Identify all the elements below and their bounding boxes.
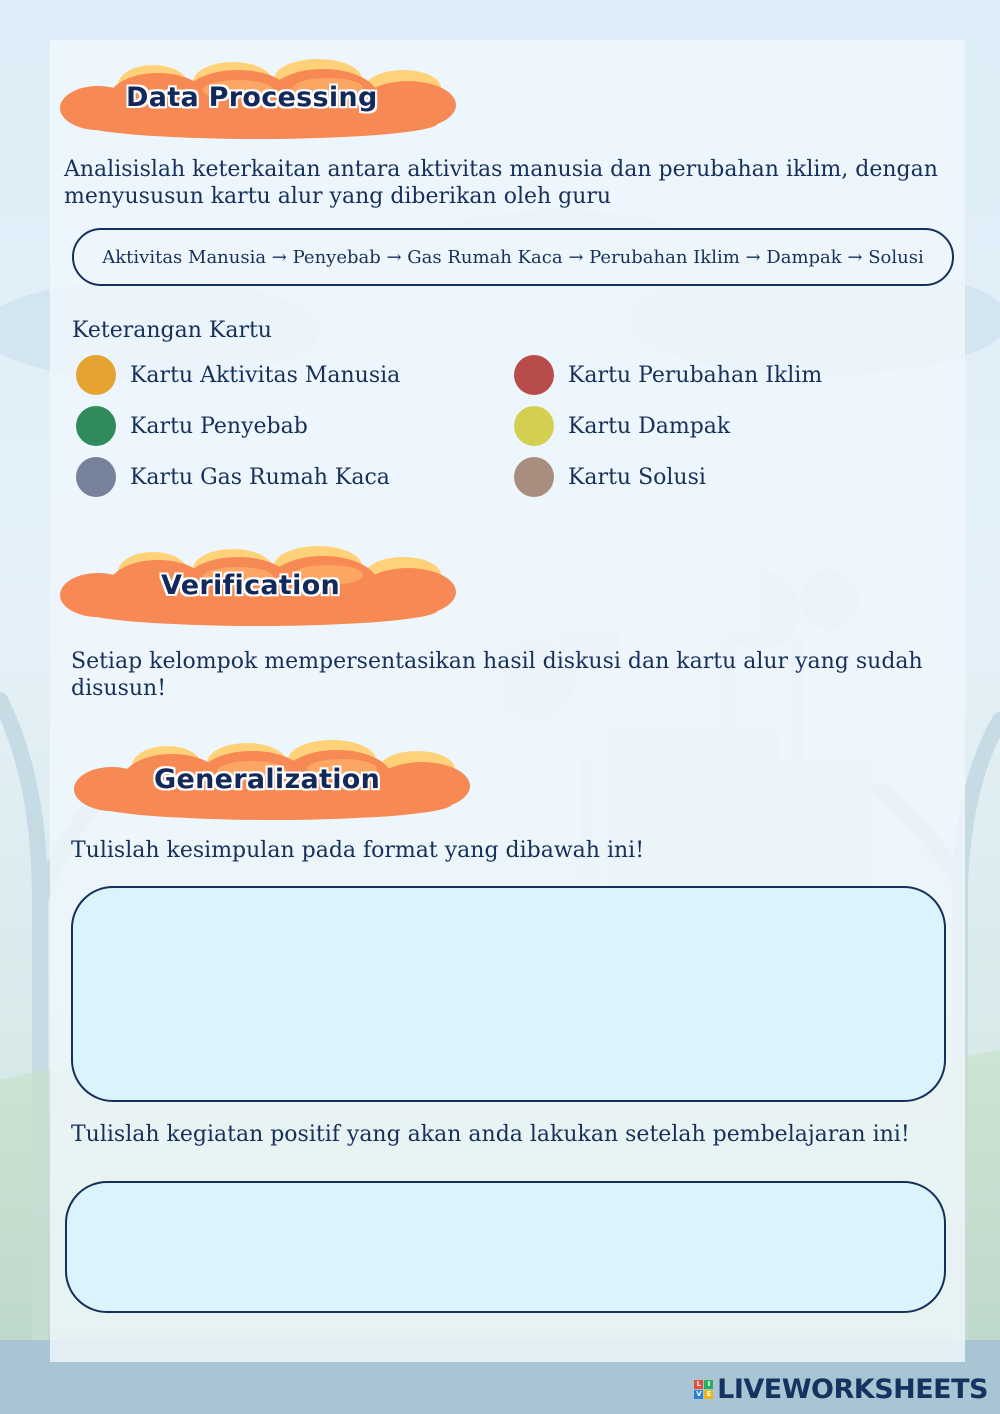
logo-letter: L (694, 1380, 703, 1389)
liveworksheets-brand[interactable] (694, 1374, 988, 1405)
legend-label: Kartu Penyebab (130, 413, 308, 439)
verification-title: Verification (161, 570, 341, 601)
legend-label: Kartu Dampak (568, 413, 731, 439)
logo-letter: I (704, 1380, 713, 1389)
green-dot-icon (76, 406, 116, 446)
liveworksheets-logo-icon (694, 1380, 713, 1399)
conclusion-answer-box[interactable] (71, 886, 946, 1102)
generalization-prompt-positive-action: Tulislah kegiatan positif yang akan anda lakukan setelah pembelajaran ini! (71, 1122, 910, 1147)
data-processing-title: Data Processing (126, 82, 378, 113)
verification-banner (58, 542, 458, 632)
legend-item-perubahan-iklim (514, 355, 822, 395)
flow-sequence-box (72, 228, 954, 286)
legend-label: Kartu Gas Rumah Kaca (130, 464, 390, 490)
generalization-title: Generalization (154, 764, 381, 795)
generalization-banner (72, 736, 472, 826)
legend-item-gas-rumah-kaca (76, 457, 390, 497)
legend-label: Kartu Perubahan Iklim (568, 362, 823, 388)
legend-item-penyebab (76, 406, 308, 446)
data-processing-instruction: Analisislah keterkaitan antara aktivitas manusia dan perubahan iklim, dengan menyususun kartu alur yang diberikan oleh guru (64, 157, 938, 209)
legend-label: Kartu Aktivitas Manusia (130, 362, 401, 388)
flow-sequence-text: Aktivitas Manusia → Penyebab → Gas Rumah Kaca → Perubahan Iklim → Dampak → Solusi (102, 246, 924, 268)
legend-label: Kartu Solusi (568, 464, 706, 490)
orange-dot-icon (76, 355, 116, 395)
brown-dot-icon (514, 457, 554, 497)
legend-title: Keterangan Kartu (72, 318, 272, 343)
verification-instruction: Setiap kelompok mempersentasikan hasil diskusi dan kartu alur yang sudah disusun! (71, 649, 923, 701)
logo-letter: V (694, 1390, 703, 1399)
brand-name: LIVEWORKSHEETS (717, 1374, 988, 1405)
legend-item-aktivitas-manusia (76, 355, 400, 395)
data-processing-banner (58, 55, 458, 145)
yellow-dot-icon (514, 406, 554, 446)
legend-item-solusi (514, 457, 706, 497)
generalization-prompt-conclusion: Tulislah kesimpulan pada format yang dibawah ini! (71, 838, 645, 863)
legend-item-dampak (514, 406, 730, 446)
red-dot-icon (514, 355, 554, 395)
positive-action-answer-box[interactable] (65, 1181, 946, 1313)
gray-blue-dot-icon (76, 457, 116, 497)
logo-letter: E (704, 1390, 713, 1399)
